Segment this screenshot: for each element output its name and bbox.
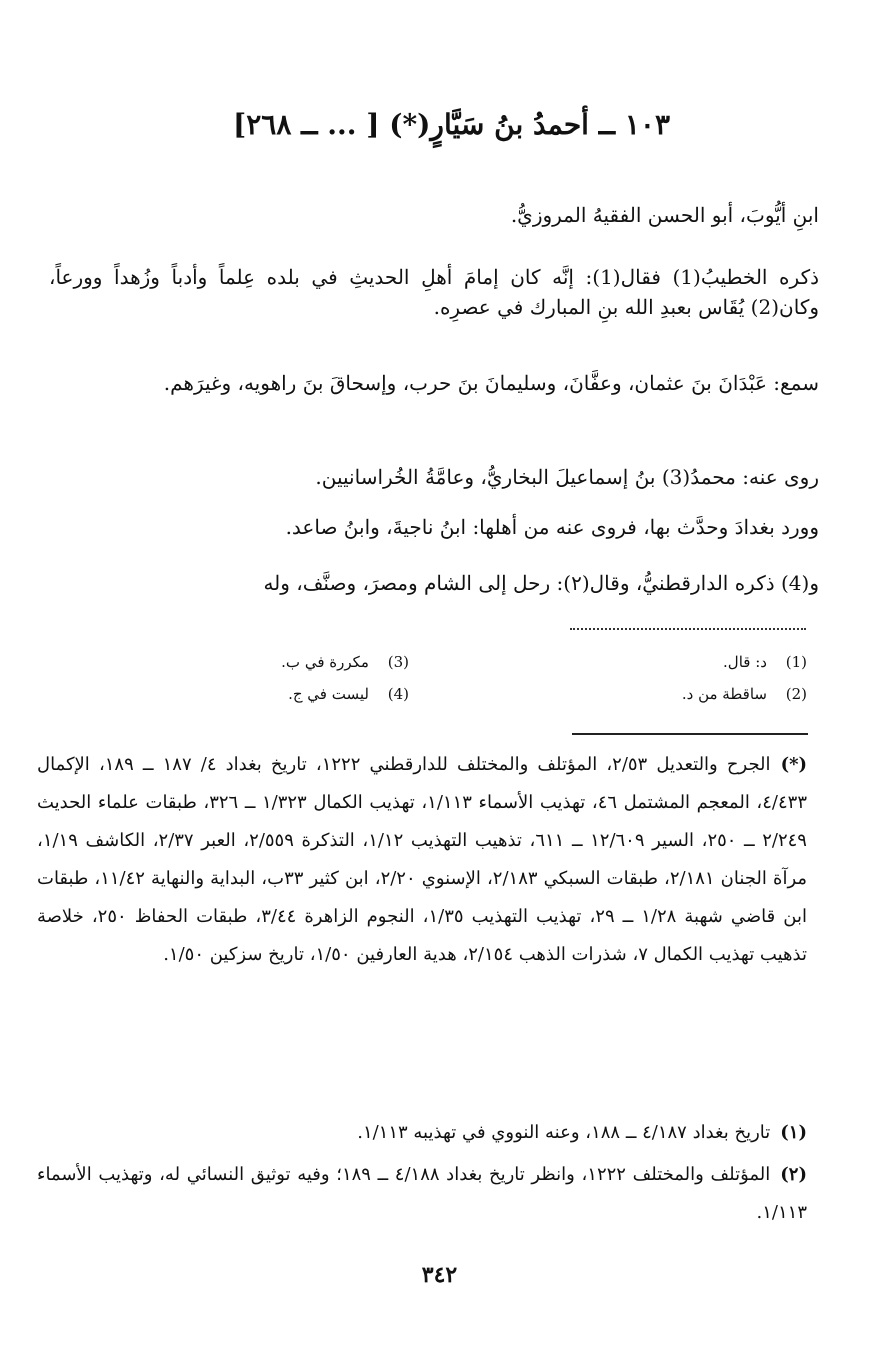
variant-note-number: (4) xyxy=(387,685,409,703)
variant-note-number: (3) xyxy=(387,653,409,671)
notes-divider xyxy=(570,628,806,630)
source-note-star xyxy=(37,746,807,974)
variant-note xyxy=(288,684,409,704)
variant-note xyxy=(723,652,807,672)
variant-note xyxy=(682,684,807,704)
variant-note-text: د: قال. xyxy=(723,653,767,671)
paragraph-lineage: ابنِ أيُّوبَ، أبو الحسن الفقيهُ المروزيُّ. xyxy=(510,203,819,227)
variant-note-text: ساقطة من د. xyxy=(681,685,767,703)
variant-note-number: (1) xyxy=(785,653,807,671)
paragraph-baghdad: وورد بغدادَ وحدَّث بها، فروى عنه من أهلها: ابنُ ناجيةَ، وابنُ صاعد. xyxy=(285,515,819,539)
variant-note-text: ليست في ج. xyxy=(288,685,369,703)
page-number: ٣٤٢ xyxy=(421,1262,458,1288)
source-mark: (*) xyxy=(780,754,808,775)
paragraph-daraqutni: و(4) ذكره الدارقطنيُّ، وقال(٢): رحل إلى الشام ومصرَ، وصنَّف، وله xyxy=(263,571,819,595)
source-note-1 xyxy=(37,1114,807,1152)
paragraph-students: روى عنه: محمدُ(3) بنُ إسماعيلَ البخاريُّ، وعامَّةُ الخُراسانيين. xyxy=(315,465,819,489)
source-mark: (٢) xyxy=(780,1164,807,1185)
source-note-2 xyxy=(37,1156,807,1232)
source-text: تاريخ بغداد ٤/١٨٧ ــ ١٨٨، وعنه النووي في تهذيبه ١/١١٣. xyxy=(357,1122,771,1143)
variant-note-text: مكررة في ب. xyxy=(281,653,369,671)
source-text: المؤتلف والمختلف ١٢٢٢، وانظر تاريخ بغداد ٤/١٨٨ ــ ١٨٩؛ وفيه توثيق النسائي له، وتهذيب الأسماء ١/١١٣. xyxy=(37,1164,807,1223)
source-text: الجرح والتعديل ٢/٥٣، المؤتلف والمختلف للدارقطني ١٢٢٢، تاريخ بغداد ٤/ ١٨٧ ــ ١٨٩، الإكمال ٤/٤٣٣، المعجم المشتمل ٤٦، تهذيب الأسماء ١/١١٣، تهذيب الكمال ١/٣٢٣ ــ ٣٢٦، طبقات علماء الحديث ٢/٢٤٩ ــ ٢٥٠، السير ١٢/٦٠٩ ــ ٦١١، تذهيب التهذيب ١/١٢، التذكرة ٢/٥٥٩، العبر ٢/٣٧، الكاشف ١/١٩، مرآة الجنان ٢/١٨١، طبقات السبكي ٢/١٨٣، الإسنوي ٢/٢٠، ابن كثير ٣٣ب، البداية والنهاية ١١/٤٢، طبقات ابن قاضي شهبة ١/٢٨ ــ ٢٩، تهذيب التهذيب ١/٣٥، النجوم الزاهرة ٣/٤٤، طبقات الحفاظ ٢٥٠، خلاصة تذهيب تهذيب الكمال ٧، شذرات الذهب ٢/١٥٤، هدية العارفين ١/٥٠، تاريخ سزكين ١/٥٠. xyxy=(37,754,808,965)
variant-note xyxy=(281,652,409,672)
paragraph-khatib: ذكره الخطيبُ(1) فقال(1): إنَّه كان إمامَ أهلِ الحديثِ في بلده عِلماً وأدباً وزُهداً وورعاً، وكان(2) يُقَاس بعبدِ الله بنِ المبارك في عصرِه. xyxy=(49,265,819,319)
variant-note-number: (2) xyxy=(785,685,807,703)
sources-divider xyxy=(572,733,808,735)
source-mark: (١) xyxy=(780,1122,807,1143)
entry-title: ١٠٣ ــ أحمدُ بنُ سَيَّارٍ(*) [ ... ــ ٢٦٨] xyxy=(233,108,670,141)
paragraph-teachers: سمع: عَبْدَانَ بنَ عثمان، وعفَّانَ، وسليمانَ بنَ حرب، وإسحاقَ بنَ راهويه، وغيرَهم. xyxy=(163,371,819,395)
